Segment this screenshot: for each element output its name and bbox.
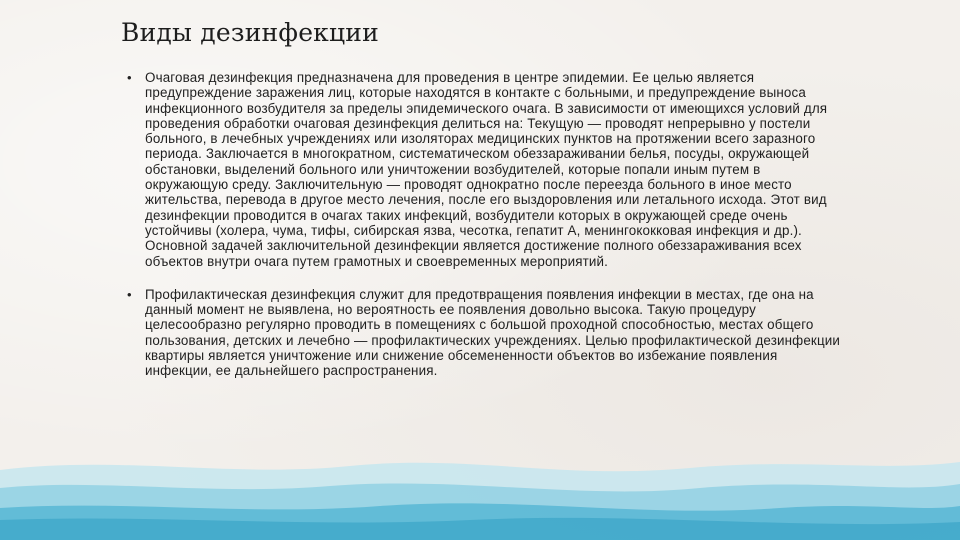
bullet-item-focal-disinfection xyxy=(127,70,847,269)
bullet-icon: • xyxy=(127,286,132,302)
bullet-text: Очаговая дезинфекция предназначена для проведения в центре эпидемии. Ее целью является предупреждение заражения лиц, которые находятся в контакте с больными, и предупреждение выноса инфекционного возбудителя за пределы эпидемического очага. В зависимости от имеющихся условий для проведения обработки очаговая дезинфекция делиться на: Текущую — проводят непрерывно у постели больного, в лечебных учреждениях или изоляторах медицинских пунктов на протяжении всего заразного периода. Заключается в многократном, систематическом обеззараживании белья, посуды, окружающей обстановки, выделений больного или уничтожении возбудителей, которые попали иным путем в окружающую среду. Заключительную — проводят однократно после переезда больного в иное место жительства, перевода в другое место лечения, после его выздоровления или летального исхода. Этот вид дезинфекции проводится в очагах таких инфекций, возбудители которых в окружающей среде очень устойчивы (холера, чума, тифы, сибирская язва, чесотка, гепатит А, менингококковая инфекция и др.). Основной задачей заключительной дезинфекции является достижение полного обеззараживания всех объектов внутри очага путем грамотных и своевременных мероприятий. xyxy=(145,70,828,269)
slide-title: Виды дезинфекции xyxy=(121,18,380,47)
bullet-text: Профилактическая дезинфекция служит для предотвращения появления инфекции в местах, где она на данный момент не выявлена, но вероятность ее появления довольно высока. Такую процедуру целесообразно регулярно проводить в помещениях с большой проходной способностью, местах общего пользования, детских и лечебно — профилактических учреждениях. Целью профилактической дезинфекции квартиры является уничтожение или снижение обсемененности объектов во избежание появления инфекции, ее дальнейшего распространения. xyxy=(145,286,841,379)
bullet-item-preventive-disinfection xyxy=(127,287,847,379)
bullet-list xyxy=(127,70,847,379)
bullet-icon: • xyxy=(127,70,132,85)
